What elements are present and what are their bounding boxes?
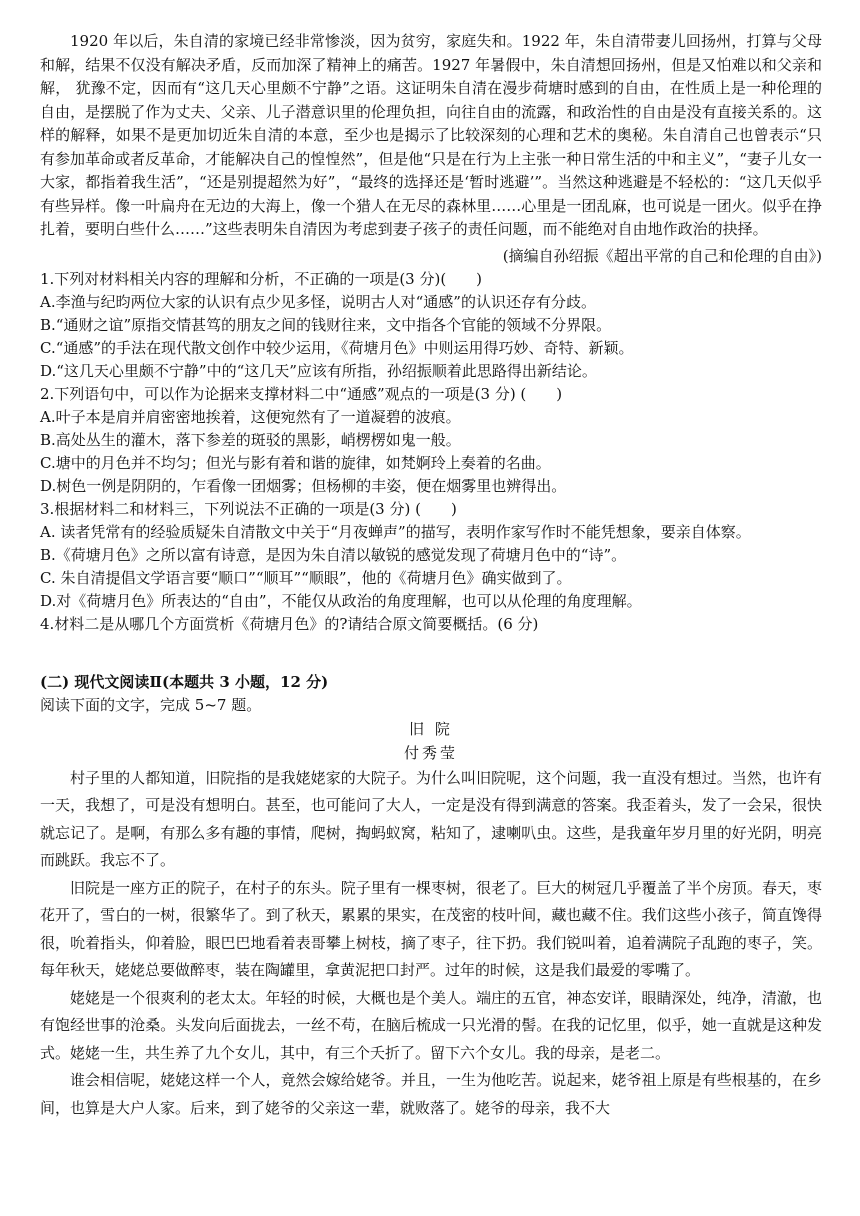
- question-1-option-c: C.“通感”的手法在现代散文创作中较少运用，《荷塘月色》中则运用得巧妙、奇特、新颖。: [40, 338, 634, 357]
- material3-paragraph: 1920 年以后，朱自清的家境已经非常惨淡，因为贫穷，家庭失和。1922 年，朱自清带妻儿回扬州，打算与父母和解，结果不仅没有解决矛盾，反而加深了精神上的痛苦。1927 年暑假中，朱自清想回扬州，但是又怕难以和父亲和解， 犹豫不定，因而有“这几天心里颇不宁静”之语。这证明朱自清在漫步荷塘时感到的自由，在性质上是一种伦理的自由，是摆脱了作为丈夫、父亲、儿子潜意识里的伦理负担，向往自由的流露，和政治性的自由是没有直接关系的。这样的解释，如果不是更加切近朱自清的本意，至少也是揭示了比较深刻的心理和艺术的奥秘。朱自清自己也曾表示“只有参加革命或者反革命，才能解决自己的惶惶然”，但是他“只是在行为上主张一种日常生活的中和主义”，“妻子儿女一大家，都指着我生活”，“还是别提超然为好”，“最终的选择还是‘暂时逃避’”。当然这种逃避是不轻松的：“这几天似乎有些异样。像一叶扁舟在无边的大海上，像一个猎人在无尽的森林里……心里是一团乱麻，也可说是一团火。似乎在挣扎着，要明白些什么……”这些表明朱自清因为考虑到妻子孩子的责任问题，而不能绝对自由地作政治的抉择。: [40, 32, 822, 238]
- question-2-option-c: C.塘中的月色并不均匀；但光与影有着和谐的旋律，如梵婀玲上奏着的名曲。: [40, 453, 551, 472]
- question-3-option-c: C. 朱自清提倡文学语言要“顺口”“顺耳”“顺眼”，他的《荷塘月色》确实做到了。: [40, 568, 572, 587]
- question-2: [40, 383, 822, 498]
- section-gap: [40, 636, 822, 671]
- section-2-instruction: 阅读下面的文字，完成 5~7 题。: [40, 695, 262, 714]
- story-paragraph: 谁会相信呢，姥姥这样一个人，竟然会嫁给姥爷。并且，一生为他吃苦。说起来，姥爷祖上原是有些根基的，在乡间，也算是大户人家。后来，到了姥爷的父亲这一辈，就败落了。姥爷的母亲，我不大: [40, 1071, 822, 1117]
- question-1-stem: 1.下列对材料相关内容的理解和分析，不正确的一项是(3 分)( ): [40, 269, 483, 288]
- question-1-option-a: A.李渔与纪昀两位大家的认识有点少见多怪，说明古人对“通感”的认识还存有分歧。: [40, 292, 596, 311]
- question-2-option-a: A.叶子本是肩并肩密密地挨着，这便宛然有了一道凝碧的波痕。: [40, 407, 461, 426]
- story-paragraph: 村子里的人都知道，旧院指的是我姥姥家的大院子。为什么叫旧院呢，这个问题，我一直没有想过。当然，也许有一天，我想了，可是没有想明白。甚至，也可能问了大人，一定是没有得到满意的答案。我歪着头，发了一会呆，很快就忘记了。是啊，有那么多有趣的事情，爬树，掏蚂蚁窝，粘知了，逮喇叭虫。这些，是我童年岁月里的好光阴，明亮而跳跃。我忘不了。: [40, 768, 822, 869]
- story-paragraph: 姥姥是一个很爽利的老太太。年轻的时候，大概也是个美人。端庄的五官，神态安详，眼睛深处，纯净，清澈，也有饱经世事的沧桑。头发向后面拢去，一丝不苟，在脑后梳成一只光滑的髻。在我的记忆里，似乎，她一直就是这种发式。姥姥一生，共生养了九个女儿，其中，有三个夭折了。留下六个女儿。我的母亲，是老二。: [40, 988, 822, 1062]
- question-2-option-b: B.高处丛生的灌木，落下参差的斑驳的黑影，峭楞楞如鬼一般。: [40, 430, 461, 449]
- story-paragraph: 旧院是一座方正的院子，在村子的东头。院子里有一棵枣树，很老了。巨大的树冠几乎覆盖了半个房顶。春天，枣花开了，雪白的一树，很繁华了。到了秋天，累累的果实，在茂密的枝叶间，藏也藏不住。我们这些小孩子，简直馋得很，吮着指头，仰着脸，眼巴巴地看着表哥攀上树枝，摘了枣子，往下扔。我们锐叫着，追着满院子乱跑的枣子，笑。每年秋天，姥姥总要做醉枣，装在陶罐里，拿黄泥把口封严。过年的时候，这是我们最爱的零嘴了。: [40, 878, 822, 979]
- question-3: [40, 498, 822, 613]
- question-3-option-a: A. 读者凭常有的经验质疑朱自清散文中关于“月夜蝉声”的描写，表明作家写作时不能凭想象，要亲自体察。: [40, 522, 751, 541]
- exam-page: [40, 30, 822, 1122]
- question-3-option-b: B.《荷塘月色》之所以富有诗意，是因为朱自清以敏锐的感觉发现了荷塘月色中的“诗”。: [40, 545, 627, 564]
- question-1-option-d: D.“这几天心里颇不宁静”中的“这几天”应该有所指，孙绍振顺着此思路得出新结论。: [40, 361, 597, 380]
- question-3-stem: 3.根据材料二和材料三，下列说法不正确的一项是(3 分) ( ): [40, 499, 457, 518]
- question-1-option-b: B.“通财之谊”原指交情甚笃的朋友之间的钱财往来，文中指各个官能的领域不分界限。: [40, 315, 612, 334]
- question-1: [40, 268, 822, 383]
- material3-source: (摘编自孙绍振《超出平常的自己和伦理的自由》): [502, 246, 822, 265]
- question-3-option-d: D.对《荷塘月色》所表达的“自由”，不能仅从政治的角度理解，也可以从伦理的角度理解。: [40, 591, 642, 610]
- question-2-stem: 2.下列语句中，可以作为论据来支撑材料二中“通感”观点的一项是(3 分) ( ): [40, 384, 563, 403]
- question-4-stem: 4.材料二是从哪几个方面赏析《荷塘月色》的?请结合原文简要概括。(6 分): [40, 614, 539, 633]
- question-2-option-d: D.树色一例是阴阴的，乍看像一团烟雾；但杨柳的丰姿，便在烟雾里也辨得出。: [40, 476, 567, 495]
- story-title: 旧 院: [409, 719, 453, 738]
- section-2-heading: (二) 现代文阅读Ⅱ(本题共 3 小题，12 分): [40, 672, 329, 691]
- story-author: 付秀莹: [403, 743, 458, 762]
